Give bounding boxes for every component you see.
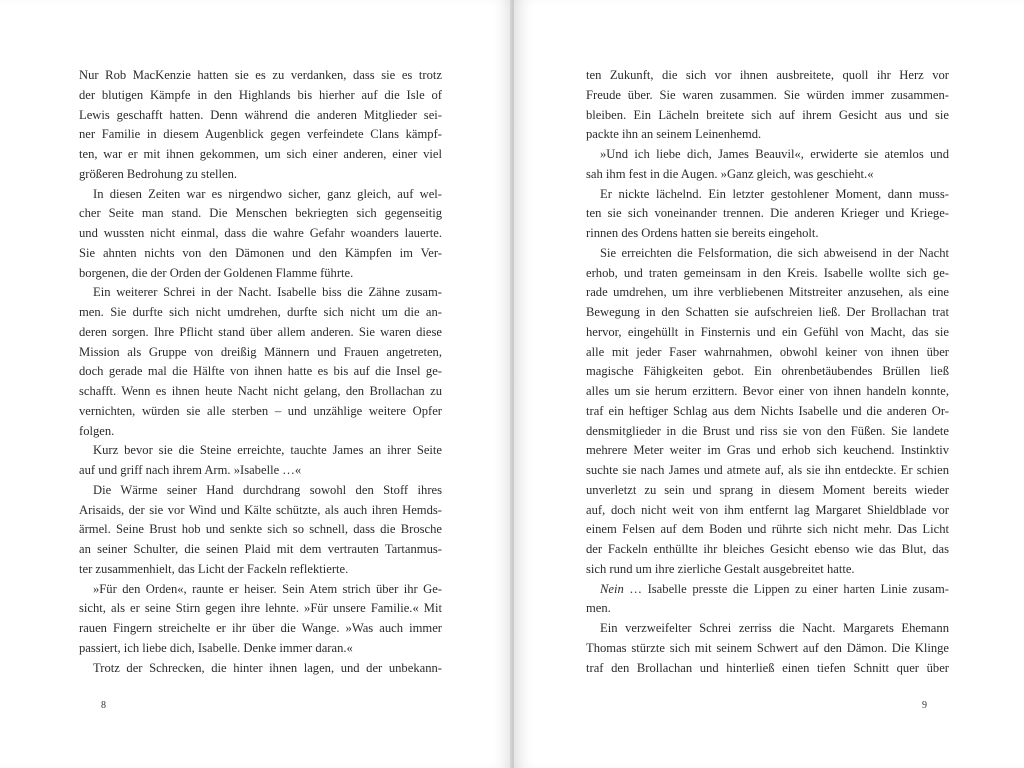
text-line: Sie erreichten die Felsformation, die sich abweisend in der Nacht — [600, 245, 949, 260]
text-line: sicht, als er seine Stirn gegen ihre lehnte. »Für unsere Familie.« Mit — [79, 601, 442, 616]
text-line: vernichten, würden sie alle sterben – und unzählige weitere Opfer — [79, 403, 442, 418]
text-line: ten sie sich voneinander trennen. Die anderen Krieger und Kriege- — [586, 206, 949, 221]
text-line: bleiben. Ein Lächeln breitete sich auf ihrem Gesicht aus und sie — [586, 107, 949, 122]
text-line: alles um sie herum erzittern. Bevor einer von ihnen handeln konnte, — [586, 384, 949, 398]
text-line: rinnen des Ordens hatten sie bereits eingeholt. — [586, 226, 819, 240]
right-page-text — [586, 66, 949, 678]
text-line: densmitglieder in die Brust und riss sie von den Füßen. Sie landete — [586, 423, 949, 438]
text-line: an seiner Schulter, die seinen Plaid mit dem vertrauten Tartanmus- — [79, 542, 442, 556]
text-line: folgen. — [79, 423, 115, 438]
text-line: deren sorgen. Ihre Pflicht stand über allem anderen. Sie waren diese — [79, 324, 442, 339]
text-line: größeren Bedrohung zu stellen. — [79, 166, 238, 181]
text-line: suchte sie nach James und atmete auf, als sie ihn entdeckte. Er schien — [586, 463, 949, 477]
text-line: doch gerade mal die Hälfte von ihnen hatte es bis auf die Insel ge- — [79, 364, 442, 379]
text-line: Arisaids, der sie vor Wind und Kälte schützte, als auch ihren Hemds- — [79, 502, 442, 517]
text-line: Die Wärme seiner Hand durchdrang sowohl den Stoff ihres — [93, 482, 442, 497]
text-line: auf und griff nach ihrem Arm. »Isabelle …« — [79, 463, 302, 477]
text-line: erhob, und traten gemeinsam in den Kreis. Isabelle wollte sich ge- — [586, 265, 949, 280]
text-line: magische Fähigkeiten gebot. Ein ohrenbetäubendes Brüllen ließ — [586, 364, 949, 379]
right-page — [514, 0, 1024, 768]
text-line: Sie ahnten nichts von den Dämonen und den Kämpfen im Ver- — [79, 245, 442, 260]
text-line: auf, doch nicht weit von ihm entfernt lag Margaret Shieldblade vor — [586, 502, 949, 517]
left-page-text — [79, 66, 442, 678]
text-line: Lewis geschafft hatten. Denn während die anderen Mitglieder sei- — [79, 107, 442, 122]
text-line: rade umdrehen, um ihre verbliebenen Mitstreiter anzusehen, als eine — [586, 285, 949, 300]
text-line: der blutigen Kämpfe in den Highlands bis hierher auf die Isle of — [79, 87, 442, 102]
text-line: passiert, ich liebe dich, Isabelle. Denke immer daran.« — [79, 640, 353, 655]
left-page-number: 8 — [101, 700, 106, 711]
text-line: Ein weiterer Schrei in der Nacht. Isabelle biss die Zähne zusam- — [93, 285, 442, 300]
text-line: einem Felsen auf dem Boden und rührte sich nicht mehr. Das Licht — [586, 522, 949, 537]
text-line: Mission als Gruppe von dreißig Männern und Frauen angetreten, — [79, 344, 442, 359]
text-line: »Und ich liebe dich, James Beauvil«, erwiderte sie atemlos und — [600, 147, 949, 161]
text-line: ten, war er mit ihnen gekommen, um sich einer anderen, einer viel — [79, 147, 442, 161]
text-line: hervor, eingehüllt in Finsternis und ein Gefühl von Macht, das sie — [586, 324, 949, 339]
text-line: men. — [586, 601, 611, 616]
text-line: Ein verzweifelter Schrei zerriss die Nacht. Margarets Ehemann — [600, 621, 949, 635]
text-line: Thomas stürzte sich mit seinem Schwert auf den Dämon. Die Klinge — [586, 640, 949, 655]
text-line: men. Sie durfte sich nicht umdrehen, durfte sich nicht um die an- — [79, 305, 442, 319]
text-line: rauen Fingern streichelte er ihr über die Wange. »Was auch immer — [79, 621, 442, 635]
text-line: Er nickte lächelnd. Ein letzter gestohlener Moment, dann muss- — [600, 186, 949, 201]
text-line: packte ihn an seinem Leinenhemd. — [586, 127, 762, 142]
text-line: borgenen, die der Orden der Goldenen Flamme führte. — [79, 265, 354, 280]
text-line: ner Familie in diesem Augenblick gegen verfeindete Clans kämpf- — [79, 127, 442, 142]
text-line: traf ein heftiger Schlag aus dem Nichts Isabelle und die anderen Or- — [586, 403, 949, 418]
text-line: In diesen Zeiten war es nirgendwo sicher, ganz gleich, auf wel- — [93, 186, 442, 201]
text-line: alle mit jeder Faser wahrnahmen, obwohl keiner von ihnen über — [586, 344, 949, 359]
text-line: Trotz der Schrecken, die hinter ihnen lagen, und der unbekann- — [93, 660, 442, 675]
text-line: der Fackeln enthüllte ihr bleiches Gesicht ebenso wie das Blut, das — [586, 542, 949, 556]
text-line: schafft. Wenn es ihnen heute Nacht nicht gelang, den Brollachan zu — [79, 384, 442, 398]
text-line: cher Seite man stand. Die Menschen bekriegten sich gegenseitig — [79, 206, 442, 221]
text-line: ter zusammenhielt, das Licht der Fackeln reflektierte. — [79, 561, 349, 576]
text-line: Freude über. Sie waren zusammen. Sie würden immer zusammen- — [586, 87, 949, 102]
text-line: unverletzt zu sein und sprang in diesem Moment bereits wieder — [586, 482, 949, 497]
text-line: Bewegung in den Schatten sie aufschreien ließ. Der Brollachan trat — [586, 305, 949, 319]
text-line: ärmel. Seine Brust hob und senkte sich so schnell, dass die Brosche — [79, 522, 442, 537]
text-line: Nur Rob MacKenzie hatten sie es zu verdanken, dass sie es trotz — [79, 68, 442, 82]
text-line: ten Zukunft, die sich vor ihnen ausbreitete, quoll ihr Herz vor — [586, 68, 949, 82]
text-line: Kurz bevor sie die Steine erreichte, tauchte James an ihrer Seite — [93, 443, 442, 458]
text-line: mehrere Meter weiter im Gras und erhob sich keuchend. Instinktiv — [586, 443, 949, 458]
right-page-number: 9 — [922, 700, 927, 711]
text-line: Nein … Isabelle presste die Lippen zu einer harten Linie zusam- — [600, 581, 949, 596]
text-line: »Für den Orden«, raunte er heiser. Sein Atem strich über ihr Ge- — [93, 581, 442, 596]
text-line: sah ihm fest in die Augen. »Ganz gleich, was geschieht.« — [586, 166, 874, 181]
text-line: sich rund um ihre zierliche Gestalt ausgebreitet hatte. — [586, 561, 855, 576]
text-line: traf den Brollachan und hinterließ einen tiefen Schnitt quer über — [586, 660, 949, 675]
text-line: und wussten nicht einmal, dass die wahre Gefahr woanders lauerte. — [79, 226, 442, 240]
